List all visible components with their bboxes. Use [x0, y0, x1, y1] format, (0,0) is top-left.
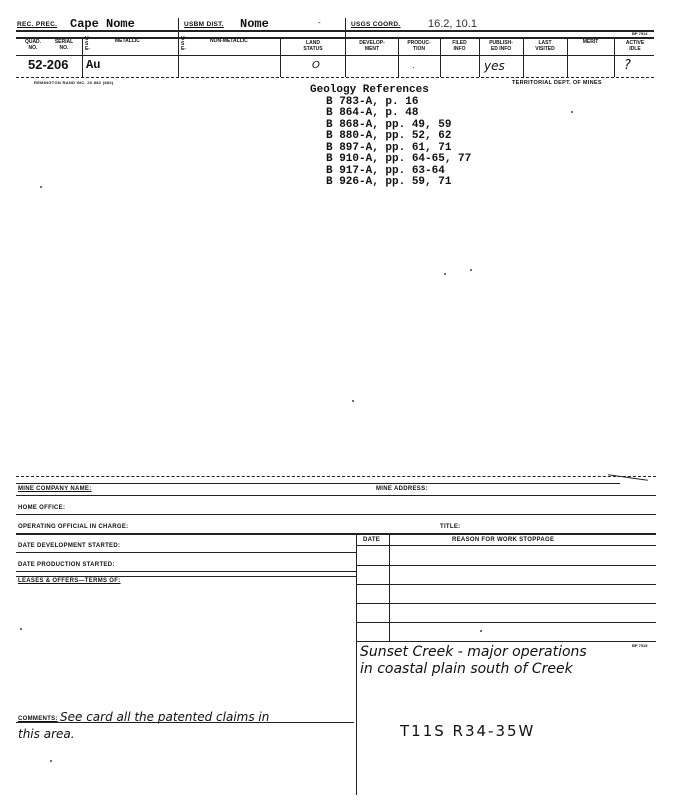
dash-mark: -: [318, 18, 321, 27]
rec-prec-value: Cape Nome: [70, 17, 135, 31]
speck: [50, 760, 52, 762]
date-production-label: DATE PRODUCTION STARTED:: [18, 562, 115, 568]
ref-line: B 910-A, pp. 64-65, 77: [326, 153, 472, 165]
usgs-coord-value: 16.2, 10.1: [428, 18, 477, 30]
col-use-metallic: U S E-: [85, 36, 90, 52]
geology-references: [310, 85, 471, 189]
speck: [571, 111, 573, 113]
col-filed-info: FILED INFO: [452, 40, 467, 52]
territorial-dept: TERRITORIAL DEPT. OF MINES: [512, 80, 602, 86]
operating-official-label: OPERATING OFFICIAL IN CHARGE:: [18, 524, 129, 530]
metallic-value: Au: [86, 58, 101, 72]
active-idle-value: ?: [624, 58, 631, 73]
home-office-label: HOME OFFICE:: [18, 505, 66, 511]
note-line-1: Sunset Creek - major operations: [360, 644, 587, 660]
usgs-coord-label: USGS COORD.: [351, 21, 401, 28]
col-last-visited: LAST VISITED: [535, 40, 555, 52]
ref-line: B 926-A, pp. 59, 71: [326, 176, 452, 188]
township-note: T11S R34-35W: [400, 722, 536, 740]
speck: [480, 630, 482, 632]
col-production: PRODUC- TION: [407, 40, 431, 52]
date-col-header: DATE: [363, 537, 381, 543]
col-quad: QUAD. NO.: [24, 39, 42, 51]
speck: [444, 273, 446, 275]
ref-line: B 864-A, p. 48: [326, 107, 419, 119]
rec-prec-label: REC. PREC.: [17, 21, 58, 28]
usbm-dist-label: USBM DIST.: [184, 21, 224, 28]
ref-line: B 783-A, p. 16: [326, 95, 419, 108]
land-status-value: O: [312, 60, 320, 71]
col-merit: MERIT: [582, 39, 599, 45]
ref-line: B 917-A, pp. 63-64: [326, 164, 445, 177]
col-land-status: LAND STATUS: [303, 40, 323, 52]
col-metallic: METALLIC: [115, 38, 140, 44]
ref-line: B 897-A, pp. 61, 71: [326, 141, 452, 154]
col-non-metallic: NON-METALLIC: [210, 38, 248, 44]
mine-company-name-label: MINE COMPANY NAME:: [18, 486, 92, 492]
comments-text-2: this area.: [18, 727, 75, 741]
speck: [470, 269, 472, 271]
form-number: BP 7914: [632, 31, 648, 36]
geology-title: Geology References: [310, 84, 429, 96]
handwritten-note: [360, 644, 587, 678]
speck: [352, 400, 354, 402]
quad-serial-value: 52-206: [28, 57, 69, 72]
speck: [40, 186, 42, 188]
col-published-info: PUBLISH- ED INFO: [489, 40, 513, 52]
ref-line: B 880-A, pp. 52, 62: [326, 130, 452, 142]
leases-label: LEASES & OFFERS—TERMS OF:: [18, 578, 121, 584]
comments-label: COMMENTS:: [18, 716, 58, 722]
note-line-2: in coastal plain south of Creek: [360, 661, 573, 677]
printer-line: REMINGTON RAND INC. 20 882 (882): [34, 80, 114, 85]
mine-address-label: MINE ADDRESS:: [376, 486, 428, 492]
published-info-value: yes: [484, 59, 505, 73]
col-serial: SERIAL NO.: [54, 39, 74, 51]
comments-text-1: See card all the patented claims in: [60, 710, 270, 724]
date-development-label: DATE DEVELOPMENT STARTED:: [18, 543, 121, 549]
title-label: TITLE:: [440, 524, 461, 530]
col-development: DEVELOP- MENT: [359, 40, 385, 52]
reason-col-header: REASON FOR WORK STOPPAGE: [452, 537, 555, 543]
ref-line: B 868-A, pp. 49, 59: [326, 118, 452, 131]
production-dot: ·: [412, 63, 415, 72]
form-number-2: BP 7915: [632, 643, 648, 648]
speck: [20, 628, 22, 630]
col-use-nonmetallic: U S E-: [181, 36, 186, 52]
col-active-idle: ACTIVE IDLE: [625, 40, 645, 52]
usbm-dist-value: Nome: [240, 17, 269, 31]
